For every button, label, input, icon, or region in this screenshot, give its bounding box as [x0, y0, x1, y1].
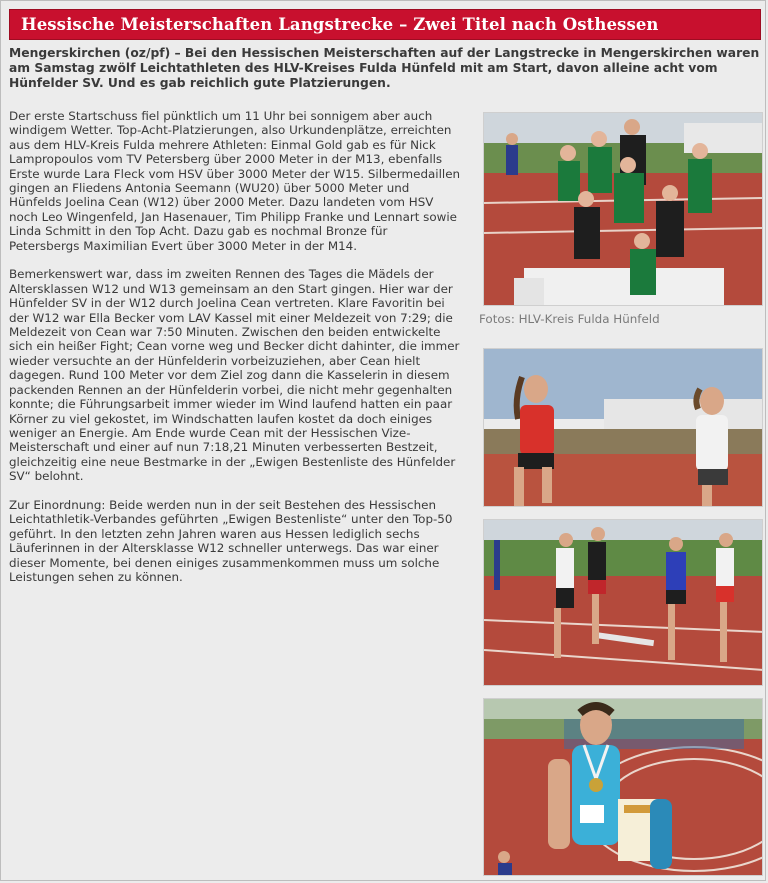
- article-title-bar: [9, 9, 761, 40]
- medal-winner-photo: [483, 698, 763, 876]
- article-paragraph: Zur Einordnung: Beide werden nun in der seit Bestehen des Hessischen Leichtathletik-Verbandes geführten „Ewigen Bestenliste“ unter den Top-50 geführt. In den letzten zehn Jahren waren aus Hessen lediglich sechs Läuferinnen in der Altersklasse W12 schneller unterwegs. Das war einer dieser Momente, bei denen einiges zusammenkommen muss um solche Leistungen sehen zu können.: [9, 497, 453, 584]
- photo-caption: Fotos: HLV-Kreis Fulda Hünfeld: [479, 312, 660, 326]
- team-group-photo: [483, 112, 763, 306]
- article-body: [9, 109, 461, 599]
- article-title: Hessische Meisterschaften Langstrecke – Zwei Titel nach Osthessen: [21, 15, 659, 34]
- race-group-photo: [483, 519, 763, 686]
- article-lead: Mengerskirchen (oz/pf) – Bei den Hessischen Meisterschaften auf der Langstrecke in Mengerskirchen waren am Samstag zwölf Leichtathleten des HLV-Kreises Fulda Hünfeld mit am Start, davon alleine acht vom Hünfelder SV. Und es gab reichlich gute Platzierungen.: [9, 46, 760, 90]
- article-paragraph: Bemerkenswert war, dass im zweiten Rennen des Tages die Mädels der Altersklassen W12 und W13 gemeinsam an den Start gingen. Hier war der Hünfelder SV in der W12 durch Joelina Cean vertreten. Klare Favoritin bei der W12 war Ella Becker vom LAV Kassel mit einer Meldezeit von 7:29; die Meldezeit von Cean war 7:50 Minuten. Zwischen den beiden entwickelte sich ein heißer Fight; Cean vorne weg und Becker dicht dahinter, die immer wieder versuchte an der Hünfelderin vorbeizuziehen, aber Cean hielt dagegen. Rund 100 Meter vor dem Ziel zog dann die Kasselerin in diesem packenden Rennen an der Hünfelderin vorbei, die nicht mehr gegenhalten konnte; die Führungsarbeit immer wieder im Wind laufend hatten ein paar Körner zu viel gekostet, im Windschatten laufen kostet da doch einiges weniger an Energie. Am Ende wurde Cean mit der Hessischen Vize-Meisterschaft und einer auf nun 7:18,21 Minuten verbesserten Bestzeit, gleichzeitig eine neue Bestmarke in der „Ewigen Bestenliste des Hünfelder SV“ belohnt.: [9, 267, 460, 484]
- runners-duel-photo: [483, 348, 763, 507]
- article-paragraph: Der erste Startschuss fiel pünktlich um 11 Uhr bei sonnigem aber auch windigem Wetter. Top-Acht-Platzierungen, also Urkundenplätze, erreichten aus dem HLV-Kreis Fulda mehrere Athleten: Einmal Gold gab es für Nick Lampropoulos vom TV Petersberg über 2000 Meter in der M13, ebenfalls Erste wurde Lara Fleck vom HSV über 3000 Meter der W15. Silbermedaillen gingen an Fliedens Antonia Seemann (WU20) über 5000 Meter und Hünfelds Joelina Cean (W12) über 2000 Meter. Dazu landeten vom HSV noch Leo Wingenfeld, Jan Hasenauer, Tim Philipp Franke und Lennart sowie Linda Schmitt in den Top Acht. Dazu gab es nochmal Bronze für Petersbergs Maximilian Evert über 3000 Meter in der M14.: [9, 109, 461, 253]
